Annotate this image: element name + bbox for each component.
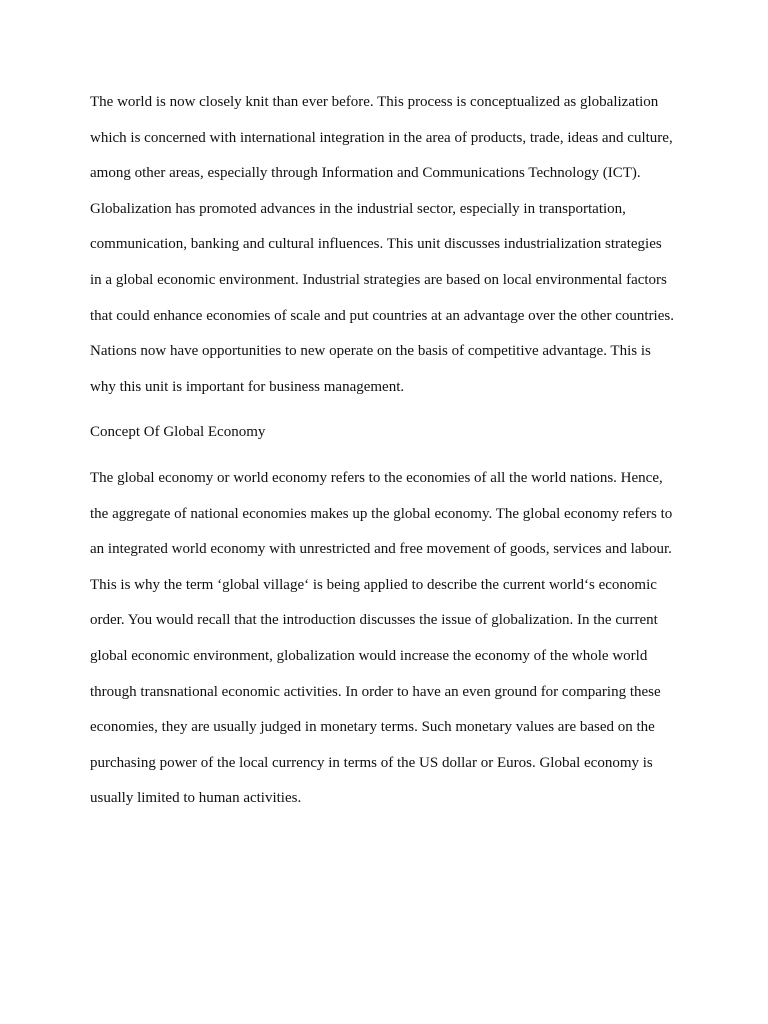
text-line: This is why the term ‘global village‘ is being applied to describe the current world‘s economic: [90, 576, 657, 593]
section-heading: [90, 415, 690, 451]
text-line: usually limited to human activities.: [90, 790, 302, 807]
text-line: communication, banking and cultural influences. This unit discusses industrialization strategies: [90, 236, 662, 253]
text-line: that could enhance economies of scale and put countries at an advantage over the other countries.: [90, 307, 674, 324]
text-line: which is concerned with international integration in the area of products, trade, ideas and culture,: [90, 129, 673, 146]
text-line: purchasing power of the local currency in terms of the US dollar or Euros. Global economy is: [90, 754, 653, 771]
text-line: Nations now have opportunities to new operate on the basis of competitive advantage. This is: [90, 343, 651, 360]
text-line: through transnational economic activities. In order to have an even ground for comparing these: [90, 683, 661, 700]
document-body: [90, 85, 690, 817]
text-line: order. You would recall that the introduction discusses the issue of globalization. In the current: [90, 612, 658, 629]
text-line: The world is now closely knit than ever before. This process is conceptualized as globalization: [90, 94, 659, 110]
text-line: in a global economic environment. Industrial strategies are based on local environmental factors: [90, 271, 667, 288]
text-line: global economic environment, globalization would increase the economy of the whole world: [90, 647, 648, 664]
text-line: the aggregate of national economies makes up the global economy. The global economy refers to: [90, 505, 673, 522]
text-line: an integrated world economy with unrestricted and free movement of goods, services and labour.: [90, 541, 672, 558]
text-line: economies, they are usually judged in monetary terms. Such monetary values are based on the: [90, 719, 655, 736]
paragraph-global-economy: [90, 461, 690, 817]
text-line: The global economy or world economy refers to the economies of all the world nations. Hence,: [90, 469, 663, 486]
text-line: among other areas, especially through Information and Communications Technology (ICT).: [90, 165, 641, 182]
heading-text: Concept Of Global Economy: [90, 424, 266, 441]
paragraph-intro: [90, 85, 690, 405]
text-line: Globalization has promoted advances in the industrial sector, especially in transportation,: [90, 200, 626, 217]
text-line: why this unit is important for business management.: [90, 378, 405, 395]
